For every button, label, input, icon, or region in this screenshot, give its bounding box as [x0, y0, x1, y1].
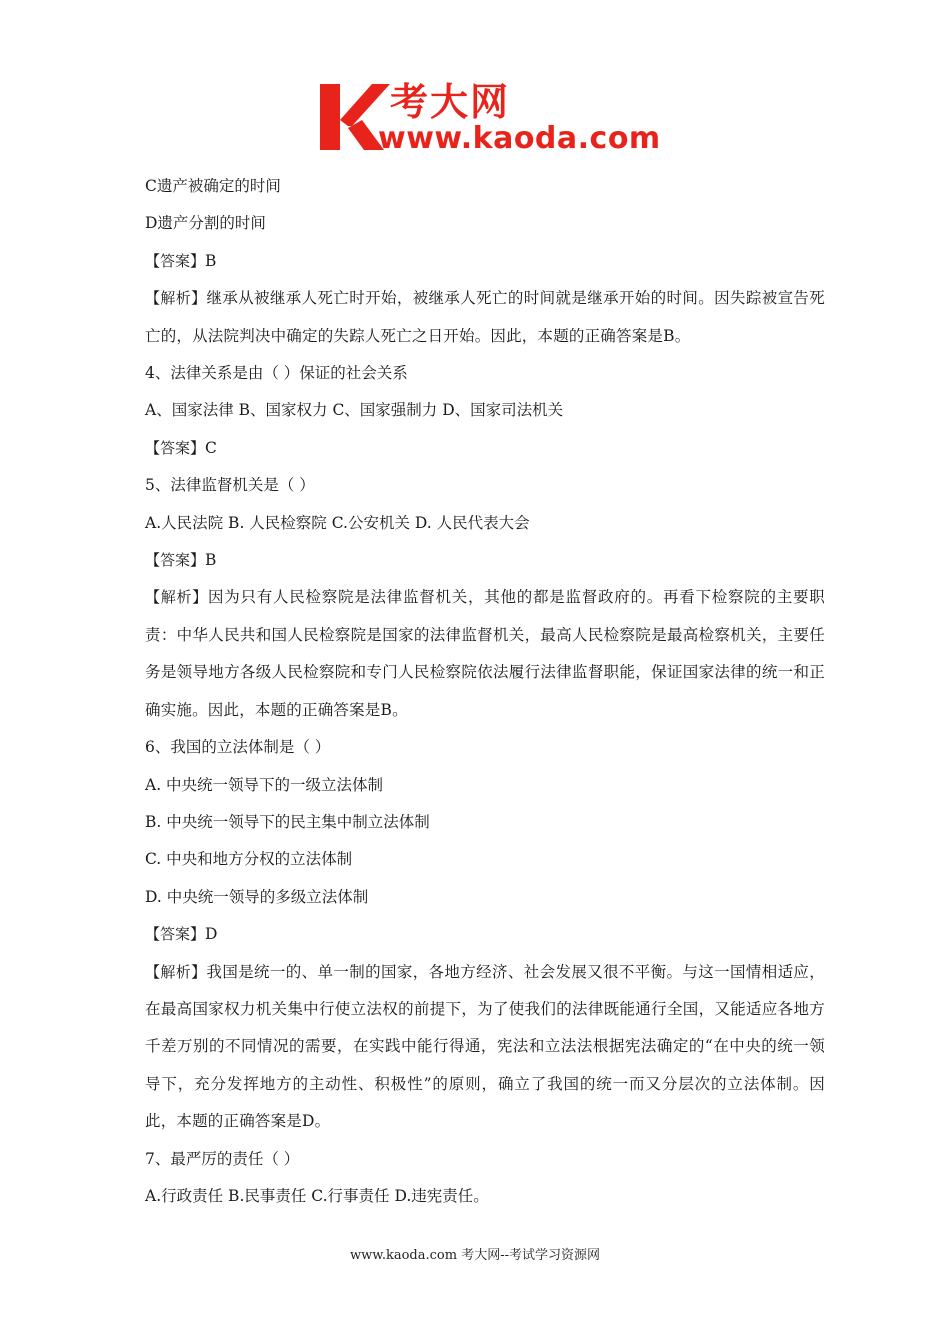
answer-value: B — [205, 551, 217, 570]
analysis-text: 继承从被继承人死亡时开始，被继承人死亡的时间就是继承开始的时间。因失踪被宣告死亡的，从法院判决中确定的失踪人死亡之日开始。因此，本题的正确答案是B。 — [145, 289, 825, 345]
analysis-paragraph — [145, 280, 825, 355]
answer-value: B — [205, 251, 217, 270]
answer-line — [145, 542, 825, 579]
answer-tag: 【答案】 — [145, 925, 206, 944]
option-line: A. 中央统一领导下的一级立法体制 — [145, 775, 384, 794]
analysis-paragraph — [145, 579, 825, 729]
page-footer: www.kaoda.com 考大网--考试学习资源网 — [350, 1248, 600, 1263]
question-line: 4、法律关系是由（ ）保证的社会关系 — [145, 364, 408, 383]
answer-line — [145, 243, 825, 280]
answer-line — [145, 916, 825, 953]
option-line: D. 中央统一领导的多级立法体制 — [145, 887, 369, 906]
option-line: A、国家法律 B、国家权力 C、国家强制力 D、国家司法机关 — [145, 401, 564, 420]
answer-line — [145, 430, 825, 467]
analysis-tag: 【解析】 — [145, 962, 207, 981]
option-line: C遗产被确定的时间 — [145, 177, 281, 195]
site-logo — [318, 80, 661, 160]
analysis-text: 我国是统一的、单一制的国家，各地方经济、社会发展又很不平衡。与这一国情相适应，在最高国家权力机关集中行使立法权的前提下，为了使我们的法律既能通行全国，又能适应各地方千差万别的不同情况的需要，在实践中能行得通，宪法和立法法根据宪法确定的“在中央的统一领导下，充分发挥地方的主动性、积极性”的原则，确立了我国的统一而又分层次的立法体制。因此，本题的正确答案是D。 — [145, 962, 825, 1131]
analysis-tag: 【解析】 — [145, 588, 209, 607]
option-line: A.行政责任 B.民事责任 C.行事责任 D.违宪责任。 — [145, 1186, 489, 1205]
logo-chinese-name: 考大网 — [390, 80, 511, 124]
option-line: B. 中央统一领导下的民主集中制立法体制 — [145, 812, 430, 831]
question-line: 6、我国的立法体制是（ ） — [145, 738, 331, 757]
question-line: 5、法律监督机关是（ ） — [145, 476, 315, 495]
analysis-tag: 【解析】 — [145, 289, 207, 308]
answer-tag: 【答案】 — [145, 251, 206, 270]
option-line: C. 中央和地方分权的立法体制 — [145, 850, 353, 869]
answer-tag: 【答案】 — [145, 551, 206, 570]
answer-tag: 【答案】 — [145, 438, 206, 457]
option-line: D遗产分割的时间 — [145, 214, 266, 233]
answer-value: C — [205, 438, 217, 457]
analysis-text: 因为只有人民检察院是法律监督机关，其他的都是监督政府的。再看下检察院的主要职责：中华人民共和国人民检察院是国家的法律监督机关，最高人民检察院是最高检察机关，主要任务是领导地方各级人民检察院和专门人民检察院依法履行法律监督职能，保证国家法律的统一和正确实施。因此，本题的正确答案是B。 — [145, 588, 825, 719]
question-line: 7、最严厉的责任（ ） — [145, 1149, 300, 1168]
document-body — [145, 168, 825, 1215]
answer-value: D — [205, 925, 218, 944]
analysis-paragraph — [145, 954, 825, 1141]
logo-url-text: www.kaoda.com — [378, 121, 661, 156]
option-line: A.人民法院 B. 人民检察院 C.公安机关 D. 人民代表大会 — [145, 513, 530, 532]
